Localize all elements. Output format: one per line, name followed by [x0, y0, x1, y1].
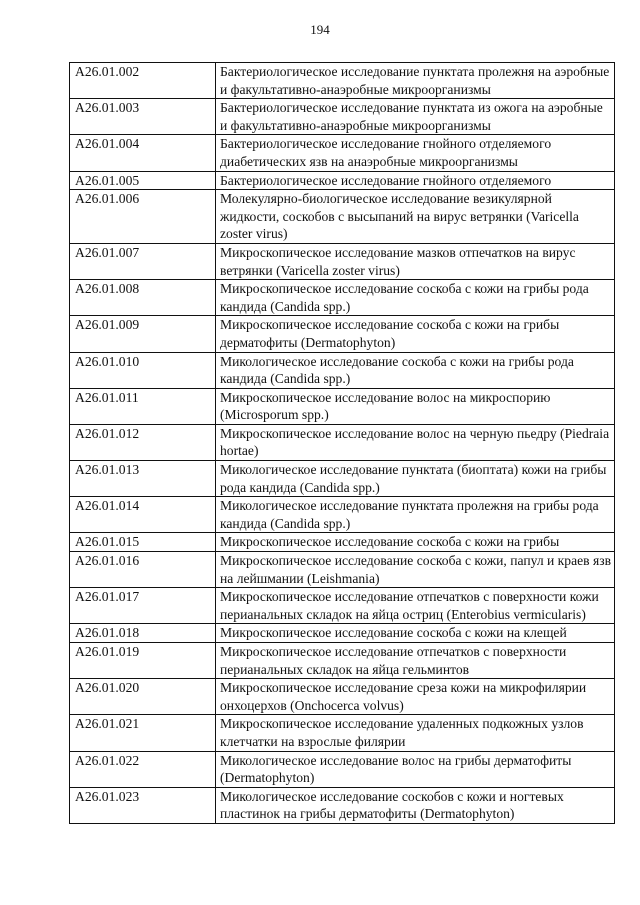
- services-table: [69, 62, 615, 824]
- table-row: [70, 787, 615, 823]
- service-name: Микроскопическое исследование среза кожи на микрофилярии онхоцерхов (Onchocerca volvus): [216, 679, 615, 715]
- table-row: [70, 243, 615, 279]
- table-row: [70, 135, 615, 171]
- table-row: [70, 99, 615, 135]
- service-code: A26.01.006: [70, 190, 216, 244]
- service-code: A26.01.008: [70, 280, 216, 316]
- service-code: A26.01.005: [70, 171, 216, 190]
- page-number: 194: [310, 22, 330, 37]
- service-name: Микологическое исследование соскобов с кожи и ногтевых пластинок на грибы дерматофиты (Dermatophyton): [216, 787, 615, 823]
- table-row: [70, 552, 615, 588]
- service-code: A26.01.016: [70, 552, 216, 588]
- service-name: Микроскопическое исследование соскоба с кожи на грибы дерматофиты (Dermatophyton): [216, 316, 615, 352]
- table-row: [70, 171, 615, 190]
- table-row: [70, 280, 615, 316]
- service-code: A26.01.021: [70, 715, 216, 751]
- service-name: Микроскопическое исследование волос на черную пьедру (Piedraia hortae): [216, 424, 615, 460]
- service-code: A26.01.007: [70, 243, 216, 279]
- table-row: [70, 751, 615, 787]
- table-row: [70, 190, 615, 244]
- table-row: [70, 715, 615, 751]
- service-code: A26.01.010: [70, 352, 216, 388]
- service-name: Микроскопическое исследование удаленных подкожных узлов клетчатки на взрослые филярии: [216, 715, 615, 751]
- service-name: Микроскопическое исследование мазков отпечатков на вирус ветрянки (Varicella zoster virus): [216, 243, 615, 279]
- service-name: Микроскопическое исследование соскоба с кожи на грибы рода кандида (Candida spp.): [216, 280, 615, 316]
- service-code: A26.01.011: [70, 388, 216, 424]
- service-code: A26.01.013: [70, 461, 216, 497]
- table-row: [70, 679, 615, 715]
- service-name: Микологическое исследование соскоба с кожи на грибы рода кандида (Candida spp.): [216, 352, 615, 388]
- service-code: A26.01.020: [70, 679, 216, 715]
- service-name: Микроскопическое исследование отпечатков с поверхности кожи перианальных складок на яйца остриц (Enterobius vermicularis): [216, 588, 615, 624]
- service-code: A26.01.012: [70, 424, 216, 460]
- service-code: A26.01.003: [70, 99, 216, 135]
- service-name: Бактериологическое исследование гнойного отделяемого: [216, 171, 615, 190]
- service-name: Микологическое исследование волос на грибы дерматофиты (Dermatophyton): [216, 751, 615, 787]
- service-name: Микологическое исследование пунктата пролежня на грибы рода кандида (Candida spp.): [216, 497, 615, 533]
- table-row: [70, 624, 615, 643]
- table-row: [70, 533, 615, 552]
- service-code: A26.01.015: [70, 533, 216, 552]
- service-name: Микроскопическое исследование соскоба с кожи на клещей: [216, 624, 615, 643]
- table-row: [70, 316, 615, 352]
- table-body: [70, 63, 615, 824]
- service-code: A26.01.009: [70, 316, 216, 352]
- service-code: A26.01.002: [70, 63, 216, 99]
- service-name: Микроскопическое исследование соскоба с кожи, папул и краев язв на лейшмании (Leishmania): [216, 552, 615, 588]
- service-name: Бактериологическое исследование пунктата пролежня на аэробные и факультативно-анаэробные микроорганизмы: [216, 63, 615, 99]
- service-code: A26.01.019: [70, 643, 216, 679]
- table-row: [70, 461, 615, 497]
- service-name: Бактериологическое исследование гнойного отделяемого диабетических язв на анаэробные микроорганизмы: [216, 135, 615, 171]
- service-name: Микроскопическое исследование отпечатков с поверхности перианальных складок на яйца гельминтов: [216, 643, 615, 679]
- table-row: [70, 643, 615, 679]
- table-row: [70, 424, 615, 460]
- service-code: A26.01.023: [70, 787, 216, 823]
- service-code: A26.01.004: [70, 135, 216, 171]
- service-name: Микологическое исследование пунктата (биоптата) кожи на грибы рода кандида (Candida spp.): [216, 461, 615, 497]
- table-row: [70, 588, 615, 624]
- service-code: A26.01.018: [70, 624, 216, 643]
- table-row: [70, 63, 615, 99]
- service-name: Микроскопическое исследование соскоба с кожи на грибы: [216, 533, 615, 552]
- service-code: A26.01.022: [70, 751, 216, 787]
- service-code: A26.01.014: [70, 497, 216, 533]
- service-code: A26.01.017: [70, 588, 216, 624]
- table-row: [70, 388, 615, 424]
- table-row: [70, 497, 615, 533]
- service-name: Молекулярно-биологическое исследование везикулярной жидкости, соскобов с высыпаний на вирус ветрянки (Varicella zoster virus): [216, 190, 615, 244]
- table-row: [70, 352, 615, 388]
- service-name: Микроскопическое исследование волос на микроспорию (Microsporum spp.): [216, 388, 615, 424]
- service-name: Бактериологическое исследование пунктата из ожога на аэробные и факультативно-анаэробные микроорганизмы: [216, 99, 615, 135]
